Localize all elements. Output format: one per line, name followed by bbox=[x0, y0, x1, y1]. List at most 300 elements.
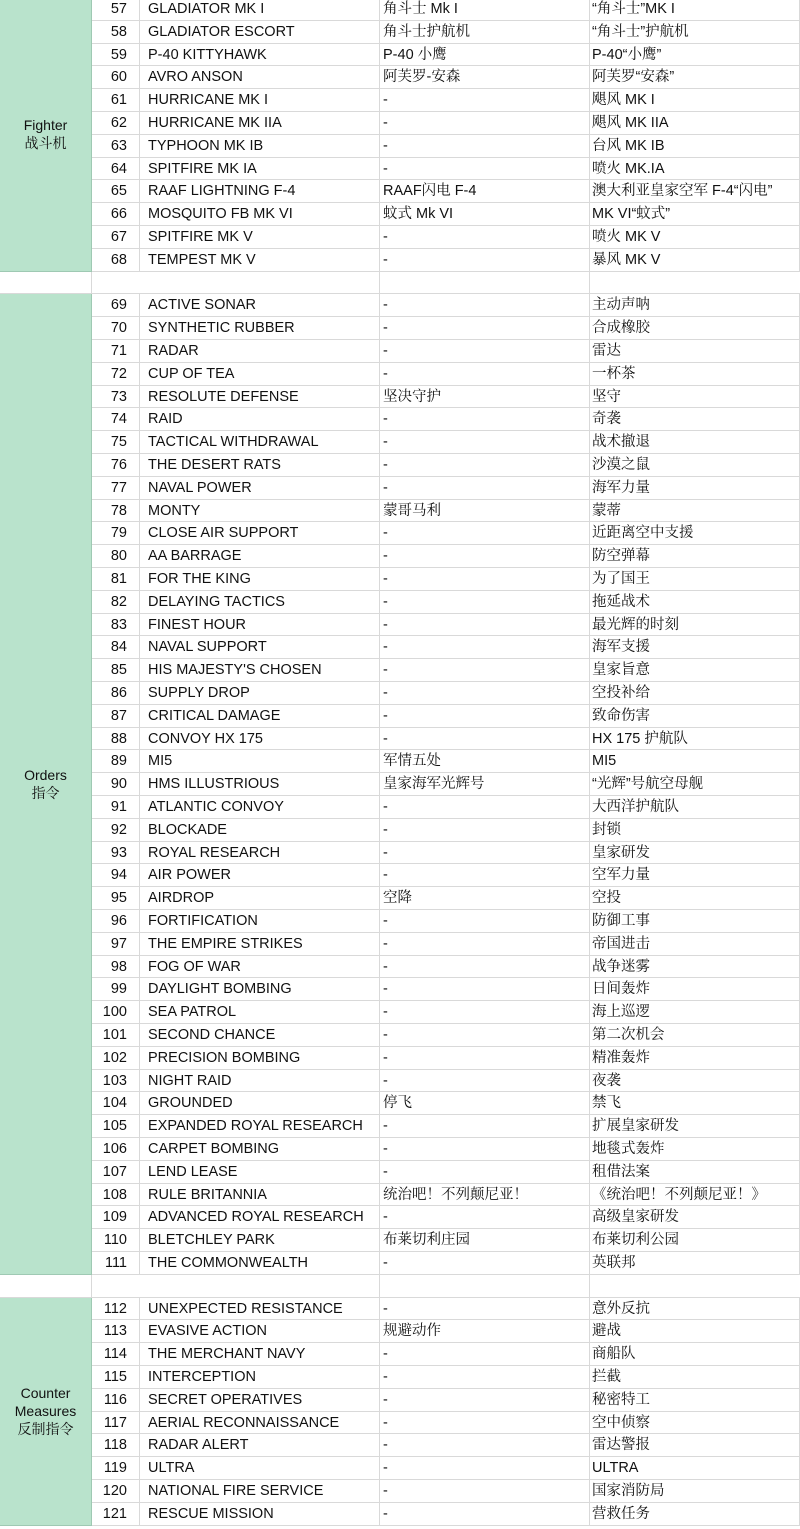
chinese-name-official[interactable]: - bbox=[380, 1503, 590, 1526]
table-row bbox=[0, 933, 800, 956]
chinese-name-official[interactable]: 军情五处 bbox=[380, 750, 590, 773]
chinese-name-official[interactable]: - bbox=[380, 112, 590, 135]
chinese-name-alt[interactable]: 海军力量 bbox=[590, 477, 800, 500]
chinese-name-alt[interactable]: MK VI“蚊式” bbox=[590, 203, 800, 226]
chinese-name-official[interactable]: - bbox=[380, 636, 590, 659]
chinese-name-alt[interactable]: 拖延战术 bbox=[590, 591, 800, 614]
chinese-name-official[interactable]: 角斗士 Mk I bbox=[380, 0, 590, 21]
chinese-name-official[interactable]: RAAF闪电 F-4 bbox=[380, 180, 590, 203]
chinese-name-alt[interactable]: 最光辉的时刻 bbox=[590, 614, 800, 637]
chinese-name-official[interactable]: - bbox=[380, 1206, 590, 1229]
chinese-name-official[interactable]: 坚决守护 bbox=[380, 386, 590, 409]
english-name[interactable]: SECRET OPERATIVES bbox=[140, 1389, 380, 1412]
table-row bbox=[0, 500, 800, 523]
english-name[interactable]: AVRO ANSON bbox=[140, 66, 380, 89]
chinese-name-alt[interactable]: 租借法案 bbox=[590, 1161, 800, 1184]
english-name[interactable]: AIR POWER bbox=[140, 864, 380, 887]
english-name[interactable]: PRECISION BOMBING bbox=[140, 1047, 380, 1070]
chinese-name-alt[interactable]: 海上巡逻 bbox=[590, 1001, 800, 1024]
english-name[interactable]: SPITFIRE MK V bbox=[140, 226, 380, 249]
row-number[interactable]: 59 bbox=[92, 44, 140, 67]
chinese-name-official[interactable]: - bbox=[380, 477, 590, 500]
row-number[interactable]: 87 bbox=[92, 705, 140, 728]
table-row bbox=[0, 705, 800, 728]
table-row bbox=[0, 363, 800, 386]
chinese-name-official[interactable]: 蒙哥马利 bbox=[380, 500, 590, 523]
english-name[interactable]: THE DESERT RATS bbox=[140, 454, 380, 477]
english-name[interactable]: DELAYING TACTICS bbox=[140, 591, 380, 614]
table-row bbox=[0, 682, 800, 705]
row-number[interactable]: 61 bbox=[92, 89, 140, 112]
chinese-name-alt[interactable]: 皇家旨意 bbox=[590, 659, 800, 682]
table-row bbox=[0, 1047, 800, 1070]
chinese-name-alt[interactable]: MI5 bbox=[590, 750, 800, 773]
chinese-name-official[interactable]: - bbox=[380, 796, 590, 819]
chinese-name-official[interactable]: - bbox=[380, 135, 590, 158]
row-number[interactable]: 77 bbox=[92, 477, 140, 500]
chinese-name-official[interactable]: - bbox=[380, 431, 590, 454]
row-number[interactable]: 69 bbox=[92, 294, 140, 317]
chinese-name-alt[interactable]: 主动声呐 bbox=[590, 294, 800, 317]
chinese-name-alt[interactable]: 日间轰炸 bbox=[590, 978, 800, 1001]
english-name[interactable]: HURRICANE MK I bbox=[140, 89, 380, 112]
row-number[interactable]: 110 bbox=[92, 1229, 140, 1252]
english-name[interactable]: EXPANDED ROYAL RESEARCH bbox=[140, 1115, 380, 1138]
row-number[interactable]: 71 bbox=[92, 340, 140, 363]
english-name[interactable]: NIGHT RAID bbox=[140, 1070, 380, 1093]
row-number[interactable]: 102 bbox=[92, 1047, 140, 1070]
chinese-name-official[interactable]: - bbox=[380, 363, 590, 386]
chinese-name-alt[interactable]: 《统治吧！不列颠尼亚！》 bbox=[590, 1184, 800, 1207]
chinese-name-official[interactable]: - bbox=[380, 1343, 590, 1366]
row-number[interactable]: 120 bbox=[92, 1480, 140, 1503]
row-number[interactable]: 107 bbox=[92, 1161, 140, 1184]
spacer-cell bbox=[0, 1275, 92, 1297]
row-number[interactable]: 78 bbox=[92, 500, 140, 523]
chinese-name-official[interactable]: - bbox=[380, 454, 590, 477]
chinese-name-alt[interactable]: 奇袭 bbox=[590, 408, 800, 431]
english-name[interactable]: MOSQUITO FB MK VI bbox=[140, 203, 380, 226]
chinese-name-alt[interactable]: 雷达 bbox=[590, 340, 800, 363]
chinese-name-alt[interactable]: 高级皇家研发 bbox=[590, 1206, 800, 1229]
category-cell[interactable] bbox=[0, 1298, 92, 1526]
table-row bbox=[0, 568, 800, 591]
row-number[interactable]: 95 bbox=[92, 887, 140, 910]
chinese-name-alt[interactable]: 空投 bbox=[590, 887, 800, 910]
table-row bbox=[0, 21, 800, 44]
chinese-name-alt[interactable]: 禁飞 bbox=[590, 1092, 800, 1115]
table-row bbox=[0, 1434, 800, 1457]
row-number[interactable]: 119 bbox=[92, 1457, 140, 1480]
chinese-name-official[interactable]: - bbox=[380, 933, 590, 956]
chinese-name-alt[interactable]: 避战 bbox=[590, 1320, 800, 1343]
category-cell[interactable] bbox=[0, 294, 92, 1274]
table-row bbox=[0, 226, 800, 249]
english-name[interactable]: HIS MAJESTY'S CHOSEN bbox=[140, 659, 380, 682]
chinese-name-alt[interactable]: 防空弹幕 bbox=[590, 545, 800, 568]
chinese-name-official[interactable]: 空降 bbox=[380, 887, 590, 910]
chinese-name-alt[interactable]: 一杯茶 bbox=[590, 363, 800, 386]
english-name[interactable]: BLOCKADE bbox=[140, 819, 380, 842]
english-name[interactable]: CUP OF TEA bbox=[140, 363, 380, 386]
chinese-name-official[interactable]: - bbox=[380, 1457, 590, 1480]
row-number[interactable]: 82 bbox=[92, 591, 140, 614]
chinese-name-alt[interactable]: 皇家研发 bbox=[590, 842, 800, 865]
english-name[interactable]: THE COMMONWEALTH bbox=[140, 1252, 380, 1275]
english-name[interactable]: RADAR bbox=[140, 340, 380, 363]
chinese-name-alt[interactable]: 夜袭 bbox=[590, 1070, 800, 1093]
chinese-name-official[interactable]: - bbox=[380, 249, 590, 272]
chinese-name-alt[interactable]: “光辉”号航空母舰 bbox=[590, 773, 800, 796]
chinese-name-alt[interactable]: 英联邦 bbox=[590, 1252, 800, 1275]
chinese-name-alt[interactable]: 拦截 bbox=[590, 1366, 800, 1389]
chinese-name-alt[interactable]: 商船队 bbox=[590, 1343, 800, 1366]
chinese-name-official[interactable]: 停飞 bbox=[380, 1092, 590, 1115]
chinese-name-alt[interactable]: 暴风 MK V bbox=[590, 249, 800, 272]
english-name[interactable]: HMS ILLUSTRIOUS bbox=[140, 773, 380, 796]
table-row bbox=[0, 545, 800, 568]
english-name[interactable]: INTERCEPTION bbox=[140, 1366, 380, 1389]
english-name[interactable]: RAID bbox=[140, 408, 380, 431]
chinese-name-alt[interactable]: 秘密特工 bbox=[590, 1389, 800, 1412]
chinese-name-official[interactable]: 蚊式 Mk VI bbox=[380, 203, 590, 226]
row-number[interactable]: 108 bbox=[92, 1184, 140, 1207]
english-name[interactable]: FINEST HOUR bbox=[140, 614, 380, 637]
chinese-name-official[interactable]: - bbox=[380, 1115, 590, 1138]
table-row bbox=[0, 386, 800, 409]
row-number[interactable]: 79 bbox=[92, 522, 140, 545]
row-number[interactable]: 92 bbox=[92, 819, 140, 842]
chinese-name-official[interactable]: - bbox=[380, 545, 590, 568]
chinese-name-official[interactable]: - bbox=[380, 294, 590, 317]
row-number[interactable]: 66 bbox=[92, 203, 140, 226]
english-name[interactable]: ATLANTIC CONVOY bbox=[140, 796, 380, 819]
table-row bbox=[0, 1001, 800, 1024]
table-row bbox=[0, 1024, 800, 1047]
chinese-name-official[interactable]: - bbox=[380, 728, 590, 751]
chinese-name-official[interactable]: 阿芙罗-安森 bbox=[380, 66, 590, 89]
row-number[interactable]: 85 bbox=[92, 659, 140, 682]
english-name[interactable]: SEA PATROL bbox=[140, 1001, 380, 1024]
row-number[interactable]: 106 bbox=[92, 1138, 140, 1161]
chinese-name-alt[interactable]: 地毯式轰炸 bbox=[590, 1138, 800, 1161]
english-name[interactable]: RULE BRITANNIA bbox=[140, 1184, 380, 1207]
english-name[interactable]: EVASIVE ACTION bbox=[140, 1320, 380, 1343]
row-number[interactable]: 70 bbox=[92, 317, 140, 340]
english-name[interactable]: NAVAL POWER bbox=[140, 477, 380, 500]
table-row bbox=[0, 1206, 800, 1229]
english-name[interactable]: ADVANCED ROYAL RESEARCH bbox=[140, 1206, 380, 1229]
chinese-name-alt[interactable]: ULTRA bbox=[590, 1457, 800, 1480]
chinese-name-official[interactable]: 布莱切利庄园 bbox=[380, 1229, 590, 1252]
row-number[interactable]: 62 bbox=[92, 112, 140, 135]
row-number[interactable]: 112 bbox=[92, 1298, 140, 1321]
chinese-name-alt[interactable]: “角斗士”护航机 bbox=[590, 21, 800, 44]
chinese-name-official[interactable]: - bbox=[380, 1001, 590, 1024]
chinese-name-official[interactable]: - bbox=[380, 340, 590, 363]
english-name[interactable]: ACTIVE SONAR bbox=[140, 294, 380, 317]
chinese-name-official[interactable]: - bbox=[380, 659, 590, 682]
chinese-name-alt[interactable]: 第二次机会 bbox=[590, 1024, 800, 1047]
chinese-name-official[interactable]: - bbox=[380, 864, 590, 887]
chinese-name-official[interactable]: - bbox=[380, 978, 590, 1001]
english-name[interactable]: RADAR ALERT bbox=[140, 1434, 380, 1457]
table-row bbox=[0, 659, 800, 682]
english-name[interactable]: TEMPEST MK V bbox=[140, 249, 380, 272]
english-name[interactable]: RAAF LIGHTNING F-4 bbox=[140, 180, 380, 203]
chinese-name-alt[interactable]: 战术撤退 bbox=[590, 431, 800, 454]
english-name[interactable]: SUPPLY DROP bbox=[140, 682, 380, 705]
chinese-name-official[interactable]: - bbox=[380, 226, 590, 249]
chinese-name-official[interactable]: - bbox=[380, 1161, 590, 1184]
row-number[interactable]: 74 bbox=[92, 408, 140, 431]
chinese-name-alt[interactable]: 空军力量 bbox=[590, 864, 800, 887]
chinese-name-official[interactable]: - bbox=[380, 682, 590, 705]
chinese-name-alt[interactable]: 战争迷雾 bbox=[590, 956, 800, 979]
row-number[interactable]: 114 bbox=[92, 1343, 140, 1366]
chinese-name-official[interactable]: - bbox=[380, 1138, 590, 1161]
table-row bbox=[0, 1115, 800, 1138]
chinese-name-alt[interactable]: 台风 MK IB bbox=[590, 135, 800, 158]
row-number[interactable]: 84 bbox=[92, 636, 140, 659]
english-name[interactable]: CLOSE AIR SUPPORT bbox=[140, 522, 380, 545]
chinese-name-official[interactable]: - bbox=[380, 1024, 590, 1047]
english-name[interactable]: THE MERCHANT NAVY bbox=[140, 1343, 380, 1366]
row-number[interactable]: 57 bbox=[92, 0, 140, 21]
english-name[interactable]: AERIAL RECONNAISSANCE bbox=[140, 1412, 380, 1435]
chinese-name-official[interactable]: - bbox=[380, 1070, 590, 1093]
chinese-name-alt[interactable]: 阿芙罗“安森” bbox=[590, 66, 800, 89]
chinese-name-official[interactable]: - bbox=[380, 522, 590, 545]
chinese-name-official[interactable]: - bbox=[380, 408, 590, 431]
chinese-name-alt[interactable]: 为了国王 bbox=[590, 568, 800, 591]
row-number[interactable]: 101 bbox=[92, 1024, 140, 1047]
spacer-cell bbox=[140, 272, 380, 294]
row-number[interactable]: 115 bbox=[92, 1366, 140, 1389]
english-name[interactable]: FOG OF WAR bbox=[140, 956, 380, 979]
chinese-name-official[interactable]: - bbox=[380, 1047, 590, 1070]
english-name[interactable]: NATIONAL FIRE SERVICE bbox=[140, 1480, 380, 1503]
chinese-name-official[interactable]: - bbox=[380, 89, 590, 112]
chinese-name-official[interactable]: - bbox=[380, 614, 590, 637]
row-number[interactable]: 100 bbox=[92, 1001, 140, 1024]
row-number[interactable]: 96 bbox=[92, 910, 140, 933]
chinese-name-alt[interactable]: 营救任务 bbox=[590, 1503, 800, 1526]
chinese-name-alt[interactable]: 海军支援 bbox=[590, 636, 800, 659]
row-number[interactable]: 76 bbox=[92, 454, 140, 477]
chinese-name-official[interactable]: - bbox=[380, 568, 590, 591]
table-row bbox=[0, 1161, 800, 1184]
chinese-name-alt[interactable]: HX 175 护航队 bbox=[590, 728, 800, 751]
english-name[interactable]: UNEXPECTED RESISTANCE bbox=[140, 1298, 380, 1321]
chinese-name-alt[interactable]: 雷达警报 bbox=[590, 1434, 800, 1457]
english-name[interactable]: TYPHOON MK IB bbox=[140, 135, 380, 158]
table-row bbox=[0, 522, 800, 545]
english-name[interactable]: GLADIATOR ESCORT bbox=[140, 21, 380, 44]
chinese-name-official[interactable]: - bbox=[380, 1252, 590, 1275]
chinese-name-alt[interactable]: 布莱切利公园 bbox=[590, 1229, 800, 1252]
category-label: Counter Measures 反制指令 bbox=[14, 1385, 77, 1438]
chinese-name-official[interactable]: 角斗士护航机 bbox=[380, 21, 590, 44]
row-number[interactable]: 91 bbox=[92, 796, 140, 819]
english-name[interactable]: CRITICAL DAMAGE bbox=[140, 705, 380, 728]
chinese-name-official[interactable]: - bbox=[380, 1389, 590, 1412]
chinese-name-alt[interactable]: 空投补给 bbox=[590, 682, 800, 705]
table-row bbox=[0, 1320, 800, 1343]
chinese-name-official[interactable]: 统治吧！不列颠尼亚！ bbox=[380, 1184, 590, 1207]
row-number[interactable]: 68 bbox=[92, 249, 140, 272]
english-name[interactable]: RESOLUTE DEFENSE bbox=[140, 386, 380, 409]
chinese-name-alt[interactable]: 防御工事 bbox=[590, 910, 800, 933]
chinese-name-alt[interactable]: 精准轰炸 bbox=[590, 1047, 800, 1070]
chinese-name-official[interactable]: 皇家海军光辉号 bbox=[380, 773, 590, 796]
row-number[interactable]: 103 bbox=[92, 1070, 140, 1093]
chinese-name-official[interactable]: - bbox=[380, 842, 590, 865]
chinese-name-alt[interactable]: P-40“小鹰” bbox=[590, 44, 800, 67]
english-name[interactable]: MI5 bbox=[140, 750, 380, 773]
table-row bbox=[0, 614, 800, 637]
chinese-name-official[interactable]: - bbox=[380, 591, 590, 614]
row-number[interactable]: 75 bbox=[92, 431, 140, 454]
row-number[interactable]: 98 bbox=[92, 956, 140, 979]
chinese-name-alt[interactable]: 大西洋护航队 bbox=[590, 796, 800, 819]
english-name[interactable]: SPITFIRE MK IA bbox=[140, 158, 380, 181]
chinese-name-official[interactable]: - bbox=[380, 910, 590, 933]
chinese-name-alt[interactable]: 国家消防局 bbox=[590, 1480, 800, 1503]
table-row bbox=[0, 158, 800, 181]
table-row bbox=[0, 887, 800, 910]
english-name[interactable]: CONVOY HX 175 bbox=[140, 728, 380, 751]
chinese-name-alt[interactable]: “角斗士”MK I bbox=[590, 0, 800, 21]
row-number[interactable]: 65 bbox=[92, 180, 140, 203]
row-number[interactable]: 90 bbox=[92, 773, 140, 796]
row-number[interactable]: 73 bbox=[92, 386, 140, 409]
chinese-name-official[interactable]: - bbox=[380, 1412, 590, 1435]
chinese-name-alt[interactable]: 沙漠之鼠 bbox=[590, 454, 800, 477]
row-number[interactable]: 72 bbox=[92, 363, 140, 386]
chinese-name-official[interactable]: - bbox=[380, 1298, 590, 1321]
row-number[interactable]: 97 bbox=[92, 933, 140, 956]
chinese-name-official[interactable]: - bbox=[380, 956, 590, 979]
chinese-name-alt[interactable]: 帝国进击 bbox=[590, 933, 800, 956]
table-row bbox=[0, 591, 800, 614]
row-number[interactable]: 121 bbox=[92, 1503, 140, 1526]
row-number[interactable]: 118 bbox=[92, 1434, 140, 1457]
chinese-name-alt[interactable]: 飓风 MK IIA bbox=[590, 112, 800, 135]
row-number[interactable]: 67 bbox=[92, 226, 140, 249]
row-number[interactable]: 58 bbox=[92, 21, 140, 44]
chinese-name-alt[interactable]: 扩展皇家研发 bbox=[590, 1115, 800, 1138]
row-number[interactable]: 86 bbox=[92, 682, 140, 705]
chinese-name-alt[interactable]: 坚守 bbox=[590, 386, 800, 409]
english-name[interactable]: ROYAL RESEARCH bbox=[140, 842, 380, 865]
chinese-name-official[interactable]: 规避动作 bbox=[380, 1320, 590, 1343]
english-name[interactable]: ULTRA bbox=[140, 1457, 380, 1480]
category-cell[interactable] bbox=[0, 0, 92, 272]
chinese-name-alt[interactable]: 喷火 MK V bbox=[590, 226, 800, 249]
row-number[interactable]: 117 bbox=[92, 1412, 140, 1435]
table-row bbox=[0, 1457, 800, 1480]
english-name[interactable]: P-40 KITTYHAWK bbox=[140, 44, 380, 67]
row-number[interactable]: 104 bbox=[92, 1092, 140, 1115]
row-number[interactable]: 93 bbox=[92, 842, 140, 865]
row-number[interactable]: 109 bbox=[92, 1206, 140, 1229]
row-number[interactable]: 64 bbox=[92, 158, 140, 181]
english-name[interactable]: CARPET BOMBING bbox=[140, 1138, 380, 1161]
chinese-name-official[interactable]: - bbox=[380, 705, 590, 728]
row-number[interactable]: 105 bbox=[92, 1115, 140, 1138]
row-number[interactable]: 88 bbox=[92, 728, 140, 751]
chinese-name-alt[interactable]: 合成橡胶 bbox=[590, 317, 800, 340]
table-row bbox=[0, 1480, 800, 1503]
chinese-name-official[interactable]: P-40 小鹰 bbox=[380, 44, 590, 67]
table-row bbox=[0, 773, 800, 796]
chinese-name-alt[interactable]: 蒙蒂 bbox=[590, 500, 800, 523]
english-name[interactable]: MONTY bbox=[140, 500, 380, 523]
chinese-name-alt[interactable]: 意外反抗 bbox=[590, 1298, 800, 1321]
chinese-name-official[interactable]: - bbox=[380, 317, 590, 340]
chinese-name-official[interactable]: - bbox=[380, 158, 590, 181]
chinese-name-alt[interactable]: 澳大利亚皇家空军 F-4“闪电” bbox=[590, 180, 800, 203]
row-number[interactable]: 113 bbox=[92, 1320, 140, 1343]
english-name[interactable]: AIRDROP bbox=[140, 887, 380, 910]
row-number[interactable]: 116 bbox=[92, 1389, 140, 1412]
row-number[interactable]: 94 bbox=[92, 864, 140, 887]
table-row bbox=[0, 1138, 800, 1161]
table-row bbox=[0, 978, 800, 1001]
chinese-name-alt[interactable]: 空中侦察 bbox=[590, 1412, 800, 1435]
table-row bbox=[0, 1389, 800, 1412]
english-name[interactable]: GROUNDED bbox=[140, 1092, 380, 1115]
table-row bbox=[0, 1092, 800, 1115]
english-name[interactable]: BLETCHLEY PARK bbox=[140, 1229, 380, 1252]
chinese-name-alt[interactable]: 飓风 MK I bbox=[590, 89, 800, 112]
english-name[interactable]: RESCUE MISSION bbox=[140, 1503, 380, 1526]
english-name[interactable]: AA BARRAGE bbox=[140, 545, 380, 568]
row-number[interactable]: 111 bbox=[92, 1252, 140, 1275]
chinese-name-alt[interactable]: 封锁 bbox=[590, 819, 800, 842]
english-name[interactable]: SYNTHETIC RUBBER bbox=[140, 317, 380, 340]
chinese-name-official[interactable]: - bbox=[380, 1480, 590, 1503]
english-name[interactable]: DAYLIGHT BOMBING bbox=[140, 978, 380, 1001]
row-number[interactable]: 83 bbox=[92, 614, 140, 637]
english-name[interactable]: NAVAL SUPPORT bbox=[140, 636, 380, 659]
spacer-cell bbox=[140, 1275, 380, 1297]
row-number[interactable]: 89 bbox=[92, 750, 140, 773]
chinese-name-official[interactable]: - bbox=[380, 1434, 590, 1457]
english-name[interactable]: SECOND CHANCE bbox=[140, 1024, 380, 1047]
table-row bbox=[0, 294, 800, 317]
english-name[interactable]: TACTICAL WITHDRAWAL bbox=[140, 431, 380, 454]
row-number[interactable]: 60 bbox=[92, 66, 140, 89]
chinese-name-alt[interactable]: 喷火 MK.IA bbox=[590, 158, 800, 181]
row-number[interactable]: 80 bbox=[92, 545, 140, 568]
english-name[interactable]: THE EMPIRE STRIKES bbox=[140, 933, 380, 956]
row-number[interactable]: 99 bbox=[92, 978, 140, 1001]
english-name[interactable]: GLADIATOR MK I bbox=[140, 0, 380, 21]
chinese-name-official[interactable]: - bbox=[380, 819, 590, 842]
english-name[interactable]: FOR THE KING bbox=[140, 568, 380, 591]
english-name[interactable]: FORTIFICATION bbox=[140, 910, 380, 933]
chinese-name-official[interactable]: - bbox=[380, 1366, 590, 1389]
chinese-name-alt[interactable]: 致命伤害 bbox=[590, 705, 800, 728]
row-number[interactable]: 63 bbox=[92, 135, 140, 158]
english-name[interactable]: HURRICANE MK IIA bbox=[140, 112, 380, 135]
section-spacer-row bbox=[0, 272, 800, 295]
row-number[interactable]: 81 bbox=[92, 568, 140, 591]
english-name[interactable]: LEND LEASE bbox=[140, 1161, 380, 1184]
chinese-name-alt[interactable]: 近距离空中支援 bbox=[590, 522, 800, 545]
